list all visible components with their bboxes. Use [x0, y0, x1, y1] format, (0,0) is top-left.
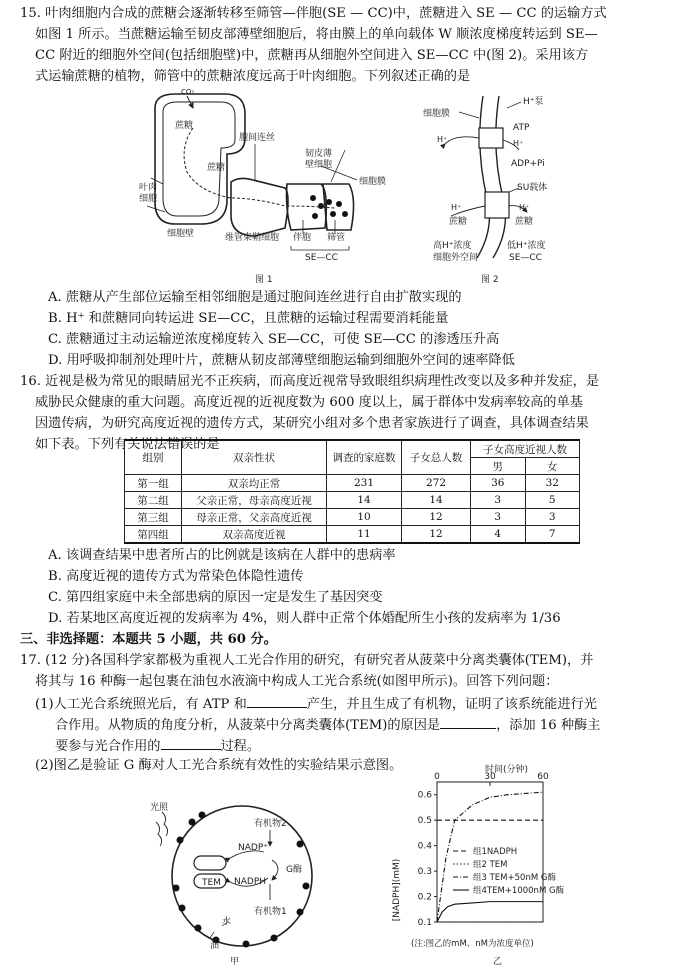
table-cell: 3	[471, 492, 526, 509]
sucrose-label-right: 蔗糖	[515, 217, 534, 227]
table-cell: 双亲均正常	[182, 475, 327, 492]
q16-line-2: 威胁民众健康的重大问题。高度近视的近视度数为 600 度以上，属于群体中发病率较高的单基	[35, 395, 583, 410]
high-h-conc-label: 高H⁺浓度	[433, 241, 472, 251]
q15-line-2: 如图 1 所示。当蔗糖运输至韧皮部薄壁细胞后，将由膜上的单向载体 W 顺浓度梯度转运到 SE—	[35, 27, 598, 42]
table-cell: 3	[525, 509, 580, 526]
h-pump-label: H⁺泵	[523, 97, 544, 107]
sucrose-label-1: 蔗糖	[175, 121, 194, 131]
table-cell: 11	[327, 526, 402, 544]
legend-label: 组1NADPH	[473, 847, 518, 857]
answer-blank-3[interactable]	[161, 735, 221, 750]
chart-x-axis-label: 时间(分钟)	[485, 765, 529, 775]
y-tick-label: 0.4	[417, 841, 432, 852]
su-carrier-label: SU载体	[517, 183, 548, 193]
plasmodesmata-label: 胞间连丝	[239, 133, 276, 143]
low-h-conc-label: 低H⁺浓度	[507, 241, 546, 251]
sieve-tube-label: 筛管	[327, 233, 346, 243]
h-plus-label-2: H⁺	[513, 139, 524, 148]
chart-y-axis-label: [NADPH](mM)	[392, 858, 402, 922]
oil-label: 油	[210, 941, 220, 951]
q17-sub2-line: (2)图乙是验证 G 酶对人工光合系统有效性的实验结果示意图。	[35, 758, 403, 773]
table-cell: 第二组	[125, 492, 182, 509]
h-plus-label-1: H⁺	[437, 135, 448, 144]
atp-label: ATP	[513, 123, 530, 133]
table-cell: 母亲正常，父亲高度近视	[182, 509, 327, 526]
y-tick-label: 0.1	[417, 918, 432, 928]
adp-pi-label: ADP+Pi	[511, 159, 545, 169]
cell-membrane-label: 细胞膜	[359, 177, 387, 187]
figure-1-caption: 图 1	[255, 275, 273, 285]
table-cell: 7	[525, 526, 580, 544]
table-header-children: 子女总人数	[402, 440, 471, 475]
table-cell: 3	[471, 509, 526, 526]
table-cell: 12	[402, 509, 471, 526]
table-cell: 231	[327, 475, 402, 492]
table-cell: 10	[327, 509, 402, 526]
table-header-parents: 双亲性状	[182, 440, 327, 475]
nadp-plus-label: NADP⁺	[238, 843, 268, 853]
cell-wall-label: 细胞壁	[167, 229, 195, 239]
q16-line-4: 如下表。下列有关说法错误的是	[35, 437, 220, 452]
sucrose-label-left: 蔗糖	[449, 217, 468, 227]
organic-2-label: 有机物2	[254, 819, 287, 829]
cell-membrane-label-fig2: 细胞膜	[423, 109, 451, 119]
legend-label: 组2 TEM	[473, 860, 508, 870]
q17-sub1-text-d: ，添加 16 种酶主	[496, 718, 601, 733]
oil-droplet-circle	[172, 806, 312, 946]
table-cell: 272	[402, 475, 471, 492]
table-cell: 14	[402, 492, 471, 509]
se-cc-label-fig2: SE—CC	[509, 253, 542, 263]
figure-1-diagram	[135, 88, 395, 288]
section-3-heading: 三、非选择题：本题共 5 小题，共 60 分。	[20, 632, 277, 647]
figure-jia-caption: 甲	[230, 957, 240, 967]
bundle-sheath-label: 维管束鞘细胞	[225, 233, 280, 243]
q16-option-a: A. 该调查结果中患者所占的比例就是该病在人群中的患病率	[48, 548, 396, 563]
membrane-curve-left	[477, 96, 489, 258]
table-header-myopic-children: 子女高度近视人数	[471, 440, 580, 458]
phloem-parenchyma-label-1: 韧皮薄	[305, 149, 333, 159]
legend-label: 组3 TEM+50nM G酶	[473, 873, 556, 883]
q17-sub1-line-3	[55, 735, 260, 756]
table-cell: 第三组	[125, 509, 182, 526]
figure-2-diagram	[415, 88, 565, 288]
tem-capsule-top	[194, 856, 226, 870]
extracellular-space-label: 细胞外空间	[433, 253, 479, 263]
sucrose-label-2: 蔗糖	[207, 163, 226, 173]
q17-sub1-text-e: 要参与光合作用的	[55, 739, 161, 754]
table-header-female: 女	[525, 458, 580, 475]
q16-option-c: C. 第四组家庭中未全部患病的原因一定是发生了基因突变	[48, 590, 383, 605]
legend-label: 组4TEM+1000nM G酶	[473, 886, 565, 896]
q17-sub1-text-a: (1)人工光合系统照光后，有 ATP 和	[35, 697, 247, 712]
h-plus-label-4: H⁺	[519, 203, 530, 212]
q17-sub1-text-b: 产生，并且生成了有机物，证明了该系统能进行光	[306, 697, 597, 712]
mesophyll-label-2: 细胞	[139, 194, 158, 204]
h-plus-label-3: H⁺	[451, 203, 462, 212]
table-cell: 父亲正常，母亲高度近视	[182, 492, 327, 509]
q17-line-1: 17. (12 分)各国科学家都极为重视人工光合作用的研究，有研究者从菠菜中分离类囊体(TEM)，并	[20, 653, 594, 668]
chart-unit-note: (注:图乙的mM、nM为浓度单位)	[411, 939, 534, 949]
g-enzyme-label: G酶	[286, 865, 302, 875]
tem-label: TEM	[202, 878, 221, 888]
water-label: 水	[222, 917, 232, 927]
table-cell: 14	[327, 492, 402, 509]
table-row	[125, 492, 580, 509]
y-tick-label: 0.2	[417, 892, 432, 903]
x-tick-label: 0	[434, 772, 440, 782]
table-cell: 5	[525, 492, 580, 509]
answer-blank-2[interactable]	[440, 714, 496, 729]
co2-label: CO₂	[181, 88, 195, 96]
y-tick-label: 0.3	[417, 867, 432, 878]
mesophyll-label-1: 叶肉	[139, 183, 158, 193]
q17-sub1-text-c: 合作用。从物质的角度分析，从菠菜中分离类囊体(TEM)的原因是	[55, 718, 441, 733]
table-row	[125, 526, 580, 544]
table-cell: 32	[525, 475, 580, 492]
companion-cell-label: 伴胞	[293, 233, 312, 243]
answer-blank-1[interactable]	[247, 693, 307, 708]
q15-line-3: CC 附近的细胞外空间(包括细胞壁)中，蔗糖再从细胞外空间进入 SE—CC 中(图 2)。采用该方	[35, 48, 589, 63]
bundle-sheath-cell-outline	[231, 178, 288, 236]
figure-2-caption: 图 2	[481, 275, 499, 285]
y-tick-label: 0.5	[417, 816, 432, 827]
q16-line-3: 因遗传病，为研究高度近视的遗传方式，某研究小组对多个患者家族进行了调查，具体调查结果	[35, 416, 589, 431]
q17-line-2: 将其与 16 种酶一起包裹在油包水液滴中构成人工光合系统(如图甲所示)。回答下列问题：	[35, 674, 559, 689]
table-cell: 第四组	[125, 526, 182, 544]
q17-sub1-line-2	[55, 714, 600, 735]
q16-line-1: 16. 近视是极为常见的眼睛屈光不正疾病，而高度近视常导致眼组织病理性改变以及多种并发症，是	[20, 374, 600, 389]
y-tick-label: 0.6	[417, 790, 432, 801]
table-header-male: 男	[471, 458, 526, 475]
se-cc-label-fig1: SE—CC	[305, 253, 338, 263]
survey-table	[124, 439, 580, 544]
q15-option-d: D. 用呼吸抑制剂处理叶片，蔗糖从韧皮部薄壁细胞运输到细胞外空间的速率降低	[48, 353, 515, 368]
q15-line-4: 式运输蔗糖的植物，筛管中的蔗糖浓度远高于叶肉细胞。下列叙述正确的是	[35, 69, 471, 84]
h-pump-protein	[479, 128, 503, 148]
series-line-4	[437, 902, 543, 922]
figure-yi-caption: 乙	[493, 957, 503, 967]
q15-option-c: C. 蔗糖通过主动运输逆浓度梯度转入 SE—CC，可使 SE—CC 的渗透压升高	[48, 332, 500, 347]
q17-sub1-line-1	[35, 693, 597, 714]
organic-1-label: 有机物1	[254, 907, 287, 917]
figure-jia-diagram	[150, 788, 320, 968]
table-row	[125, 509, 580, 526]
su-carrier-protein	[485, 192, 509, 218]
series-line-3	[437, 792, 543, 922]
light-label: 光照	[150, 803, 169, 813]
table-cell: 36	[471, 475, 526, 492]
table-cell: 双亲高度近视	[182, 526, 327, 544]
q15-option-b: B. H⁺ 和蔗糖同向转运进 SE—CC，且蔗糖的运输过程需要消耗能量	[48, 311, 449, 326]
q16-option-b: B. 高度近视的遗传方式为常染色体隐性遗传	[48, 569, 304, 584]
q16-option-d: D. 若某地区高度近视的发病率为 4%，则人群中正常个体婚配所生小孩的发病率为 1/36	[48, 611, 561, 626]
q15-option-a: A. 蔗糖从产生部位运输至相邻细胞是通过胞间连丝进行自由扩散实现的	[48, 290, 462, 305]
q17-sub1-text-f: 过程。	[220, 739, 261, 754]
table-cell: 4	[471, 526, 526, 544]
x-tick-label: 30	[484, 772, 496, 782]
q15-line-1: 15. 叶肉细胞内合成的蔗糖会逐渐转移至筛管—伴胞(SE — CC)中，蔗糖进入 SE — CC 的运输方式	[20, 6, 607, 21]
nadph-label: NADPH	[234, 877, 267, 887]
membrane-curve-right	[493, 96, 505, 258]
table-cell: 第一组	[125, 475, 182, 492]
table-cell: 12	[402, 526, 471, 544]
phloem-parenchyma-label-2: 壁细胞	[305, 160, 333, 170]
table-row	[125, 475, 580, 492]
table-header-families: 调查的家庭数	[327, 440, 402, 475]
table-header-group: 组别	[125, 440, 182, 475]
x-tick-label: 60	[537, 772, 549, 782]
nadph-line-chart	[385, 762, 615, 968]
